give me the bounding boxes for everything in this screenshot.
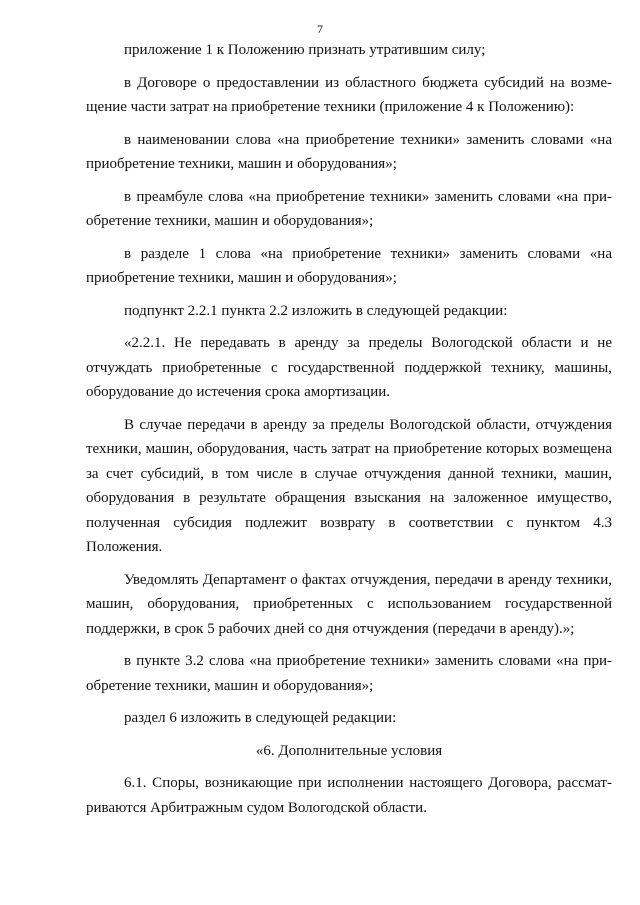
section-heading: «6. Дополнительные условия — [255, 742, 443, 759]
paragraph: в пункте 3.2 слова «на приобретение техники» заменить словами «на приобретение техники, машин и оборудования»; — [86, 653, 612, 694]
paragraph: Уведомлять Департамент о фактах отчуждения, передачи в аренду техники, машин, оборудования, приобретенных с использованием государственной поддержки, в срок 5 рабочих дней со дня отчуждения (передачи в аренду).»; — [86, 571, 612, 637]
paragraph: 6.1. Споры, возникающие при исполнении настоящего Договора, рассматриваются Арбитражным судом Вологодской области. — [86, 775, 612, 816]
document-body — [86, 38, 612, 828]
paragraph: раздел 6 изложить в следующей редакции: — [124, 710, 397, 726]
page-number: 7 — [317, 22, 323, 36]
paragraph: приложение 1 к Положению признать утратившим силу; — [124, 42, 486, 58]
paragraph: подпункт 2.2.1 пункта 2.2 изложить в следующей редакции: — [124, 302, 508, 319]
paragraph: в наименовании слова «на приобретение техники» заменить словами «на приобретение техники, машин и оборудования»; — [86, 131, 612, 172]
paragraph: «2.2.1. Не передавать в аренду за пределы Вологодской области и не отчуждать приобретенные с государственной поддержкой технику, машины, оборудование до истечения срока амортизации. — [86, 335, 612, 400]
paragraph: В случае передачи в аренду за пределы Вологодской области, отчуждения техники, машин, оборудования, часть затрат на приобретение которых возмещена за счет субсидий, в том числе в случае отчуждения данной техники, машин, оборудования в результате обращения взыскания на заложенное имущество, полученная субсидия подлежит возврату в соответствии с пунктом 4.3 Положения. — [86, 416, 612, 555]
paragraph: в Договоре о предоставлении из областного бюджета субсидий на возмещение части затрат на приобретение техники (приложение 4 к Положению): — [86, 74, 612, 115]
paragraph: в преамбуле слова «на приобретение техники» заменить словами «на приобретение техники, машин и оборудования»; — [86, 188, 612, 229]
paragraph: в разделе 1 слова «на приобретение техники» заменить словами «на приобретение техники, машин и оборудования»; — [86, 245, 612, 286]
